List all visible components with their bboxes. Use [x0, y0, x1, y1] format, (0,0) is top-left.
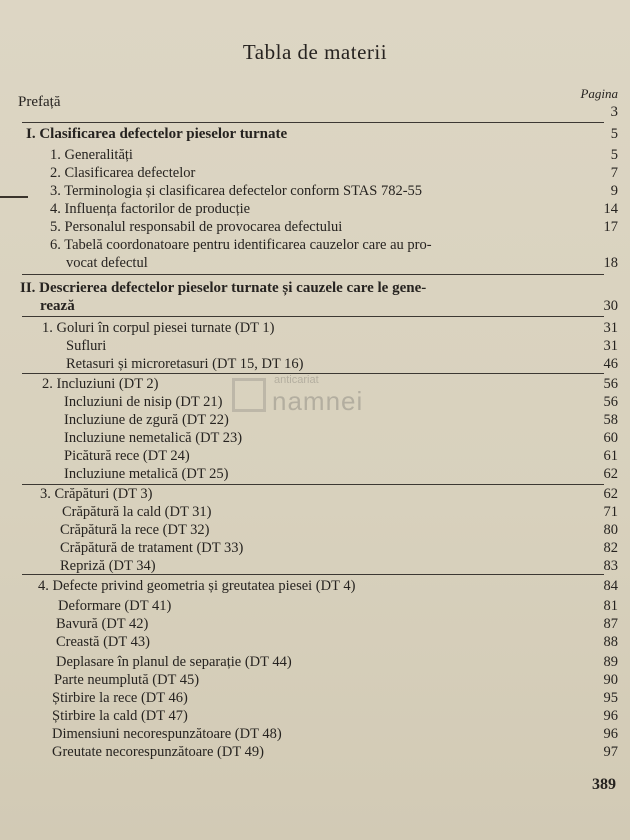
toc-entry-label: rează [40, 298, 75, 314]
toc-entry-page: 61 [603, 448, 618, 464]
toc-entry [0, 538, 630, 558]
toc-entry [0, 464, 630, 484]
toc-entry [0, 520, 630, 540]
toc-entry [0, 217, 630, 237]
toc-entry-page: 80 [603, 522, 618, 538]
toc-entry [0, 652, 630, 672]
watermark-top-text: anticariat [274, 374, 319, 386]
toc-entry-label: Știrbire la rece (DT 46) [52, 690, 188, 706]
toc-entry-page: 62 [603, 486, 618, 502]
toc-entry-page: 5 [610, 147, 618, 163]
preface-label: Prefață [18, 94, 61, 110]
toc-entry-page: 17 [603, 219, 618, 235]
toc-entry-page: 87 [603, 616, 618, 632]
toc-entry-label: Crăpătură de tratament (DT 33) [60, 540, 244, 556]
toc-entry-label: I. Clasificarea defectelor pieselor turnate [26, 126, 288, 142]
toc-entry-label: Sufluri [66, 338, 107, 354]
toc-entry-label: 5. Personalul responsabil de provocarea defectului [50, 219, 343, 235]
toc-entry-page: 5 [610, 126, 618, 142]
watermark-logo [232, 372, 382, 422]
toc-entry [0, 354, 630, 374]
toc-entry-page: 60 [603, 430, 618, 446]
toc-entry-chapter-2 [0, 278, 630, 298]
toc-entry-label: Incluziuni de nisip (DT 21) [64, 394, 223, 410]
toc-entry [0, 724, 630, 744]
toc-entry [0, 576, 630, 596]
toc-entry-label: Dimensiuni necorespunzătoare (DT 48) [52, 726, 282, 742]
watermark-main-text: namnei [272, 386, 364, 416]
toc-entry [0, 163, 630, 183]
toc-entry [0, 706, 630, 726]
toc-entry-page: 81 [603, 598, 618, 614]
toc-entry-label: II. Descrierea defectelor pieselor turnate și cauzele care le gene- [20, 280, 427, 296]
toc-entry-label: 6. Tabelă coordonatoare pentru identificarea cauzelor care au pro- [50, 237, 432, 253]
toc-entry [0, 336, 630, 356]
toc-entry-label: Crăpătură la rece (DT 32) [60, 522, 210, 538]
toc-entry-label: Deformare (DT 41) [58, 598, 172, 614]
toc-entry-page: 82 [603, 540, 618, 556]
toc-entry-page: 30 [603, 298, 618, 314]
pagina-column-header: Pagina [580, 86, 618, 101]
toc-entry-label: Creastă (DT 43) [56, 634, 150, 650]
toc-entry-page: 58 [603, 412, 618, 428]
toc-entry-label: 4. Defecte privind geometria și greutatea piesei (DT 4) [38, 578, 356, 594]
toc-entry-label: Picătură rece (DT 24) [64, 448, 190, 464]
toc-entry-label: 2. Clasificarea defectelor [50, 165, 196, 181]
toc-entry-label: Incluziune nemetalică (DT 23) [64, 430, 243, 446]
divider [22, 122, 604, 123]
divider [22, 574, 604, 575]
toc-entry-page: 62 [603, 466, 618, 482]
toc-entry [0, 556, 630, 576]
toc-entry-label: Repriză (DT 34) [60, 558, 156, 574]
toc-entry [0, 742, 630, 762]
toc-entry-label: Greutate necorespunzătoare (DT 49) [52, 744, 264, 760]
page-number: 389 [592, 776, 616, 793]
toc-entry [0, 181, 630, 201]
toc-entry [0, 199, 630, 219]
watermark-box-icon [232, 378, 266, 412]
toc-entry-label: vocat defectul [66, 255, 148, 271]
toc-entry-label: 2. Incluziuni (DT 2) [42, 376, 159, 392]
toc-entry-label: Știrbire la cald (DT 47) [52, 708, 188, 724]
toc-entry-page: 71 [603, 504, 618, 520]
toc-entry [0, 502, 630, 522]
preface-page-number: 3 [610, 104, 618, 120]
divider [22, 274, 604, 275]
page-title: Tabla de materii [242, 40, 388, 64]
toc-entry-label: Parte neumplută (DT 45) [54, 672, 200, 688]
toc-entry-label: Crăpătură la cald (DT 31) [62, 504, 212, 520]
divider [22, 316, 604, 317]
toc-entry-label: Incluziune metalică (DT 25) [64, 466, 229, 482]
toc-entry-page: 97 [603, 744, 618, 760]
toc-entry-page: 14 [603, 201, 618, 217]
toc-entry-label: 3. Crăpături (DT 3) [40, 486, 153, 502]
toc-entry-page: 96 [603, 726, 618, 742]
toc-entry-page: 88 [603, 634, 618, 650]
toc-entry [0, 296, 630, 316]
toc-entry-page: 56 [603, 376, 618, 392]
toc-entry [0, 446, 630, 466]
toc-entry-page: 96 [603, 708, 618, 724]
toc-entry [0, 253, 630, 273]
toc-entry [0, 235, 630, 255]
toc-entry-page: 31 [603, 338, 618, 354]
toc-entry-page: 90 [603, 672, 618, 688]
toc-entry [0, 688, 630, 708]
toc-entry-page: 7 [610, 165, 618, 181]
toc-entry-label: Incluziune de zgură (DT 22) [64, 412, 229, 428]
toc-entry-label: Bavură (DT 42) [56, 616, 149, 632]
toc-entry-page: 56 [603, 394, 618, 410]
toc-entry-page: 95 [603, 690, 618, 706]
toc-entry [0, 632, 630, 652]
toc-entry-label: Deplasare în planul de separație (DT 44) [56, 654, 292, 670]
toc-entry-label: Retasuri și microretasuri (DT 15, DT 16) [66, 356, 304, 372]
toc-entry-page: 9 [610, 183, 618, 199]
toc-entry [0, 614, 630, 634]
toc-entry [0, 318, 630, 338]
toc-entry-chapter-1 [0, 124, 630, 144]
toc-entry [0, 670, 630, 690]
toc-entry-page: 18 [603, 255, 618, 271]
toc-entry [0, 596, 630, 616]
toc-entry-page: 89 [603, 654, 618, 670]
toc-entry-page: 84 [603, 578, 618, 594]
toc-entry [0, 428, 630, 448]
toc-entry-page: 46 [603, 356, 618, 372]
toc-entry-label: 1. Generalități [50, 147, 133, 163]
toc-entry-page: 31 [603, 320, 618, 336]
toc-entry-label: 4. Influența factorilor de producție [50, 201, 251, 217]
toc-entry-label: 3. Terminologia și clasificarea defectelor conform STAS 782-55 [50, 183, 423, 199]
toc-entry-label: 1. Goluri în corpul piesei turnate (DT 1) [42, 320, 275, 336]
toc-entry [0, 484, 630, 504]
toc-entry-page: 83 [603, 558, 618, 574]
toc-entry [0, 145, 630, 165]
